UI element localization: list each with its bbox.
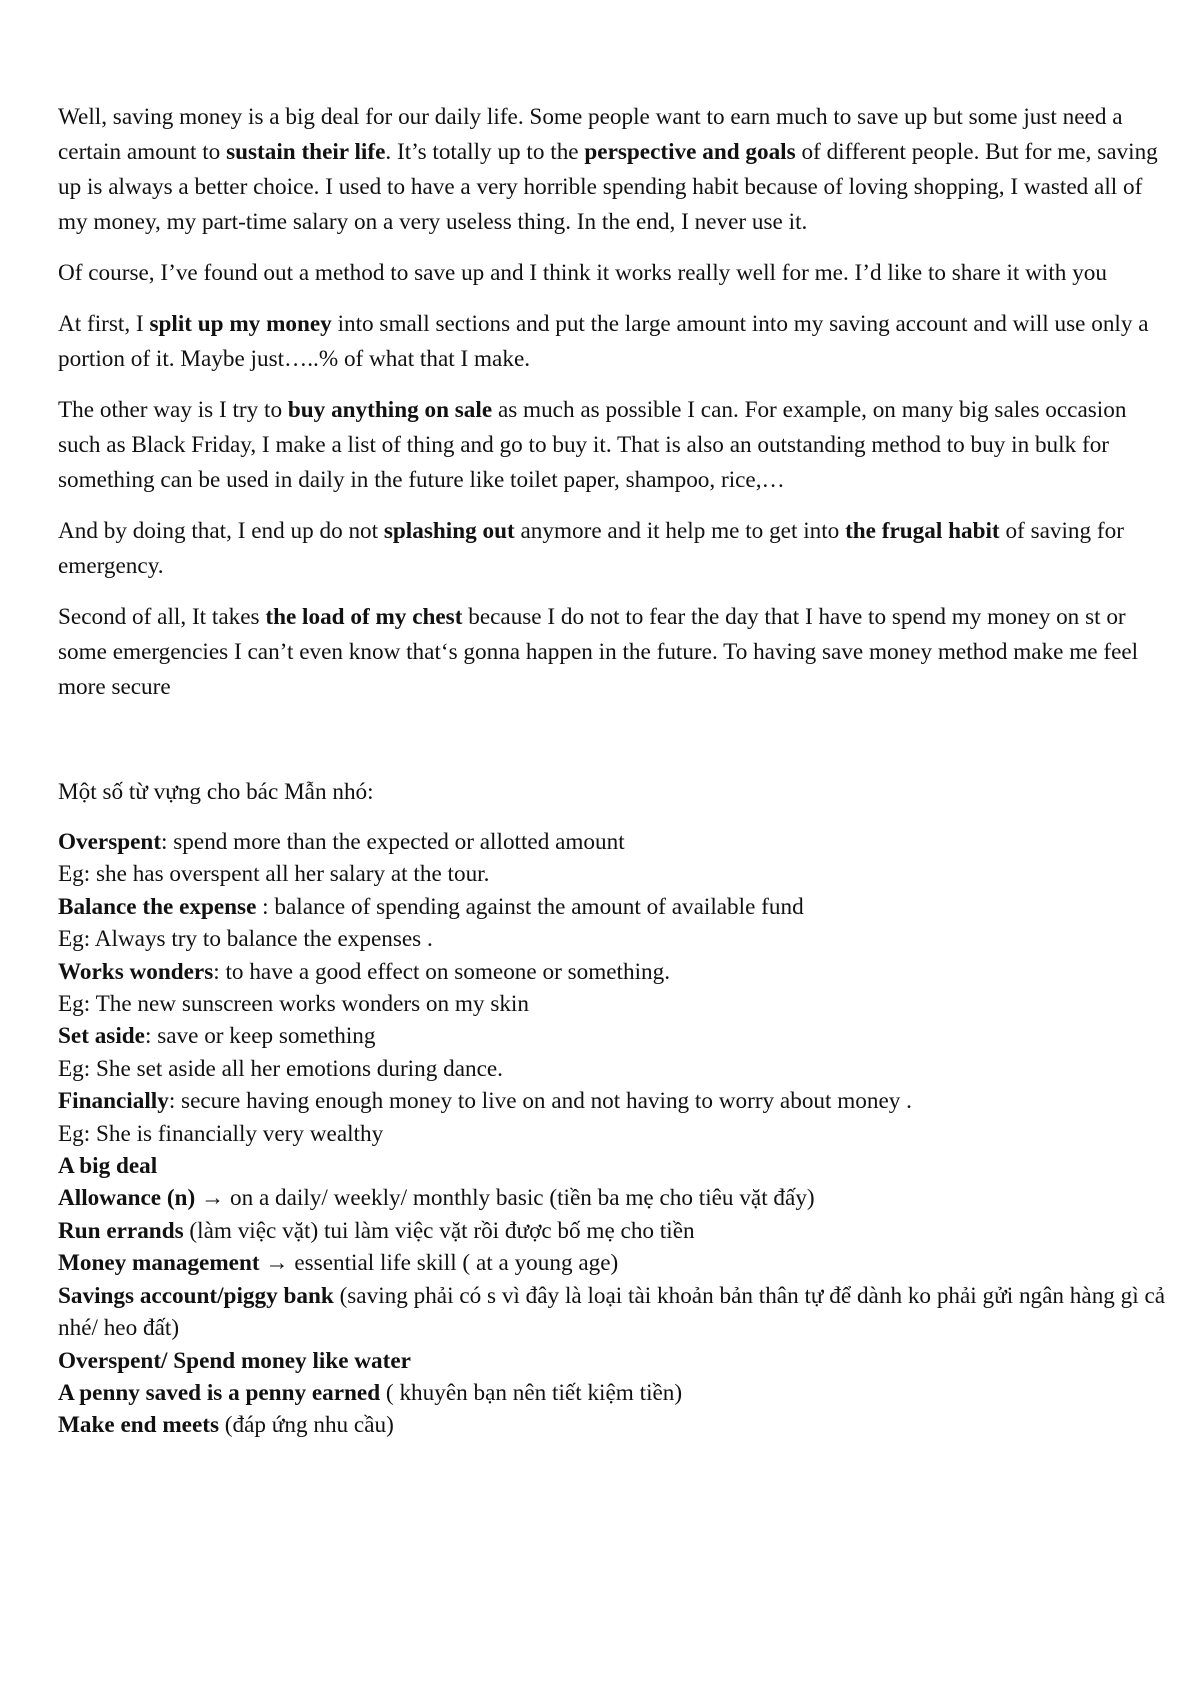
text-run: : to have a good effect on someone or something. xyxy=(213,958,671,985)
bold-term: Make end meets xyxy=(58,1412,219,1439)
bold-term: perspective and goals xyxy=(584,139,796,165)
text-run: Eg: Always try to balance the expenses . xyxy=(58,926,433,953)
vocab-line xyxy=(58,1345,1170,1377)
bold-term: Savings account/piggy bank xyxy=(58,1282,334,1309)
bold-term: Set aside xyxy=(58,1023,145,1050)
text-run: → on a daily/ weekly/ monthly basic (tiền ba mẹ cho tiêu vặt đấy) xyxy=(195,1185,815,1212)
text-run: of saving for emergency. xyxy=(58,518,1124,579)
vocab-heading: Một số từ vựng cho bác Mẫn nhó: xyxy=(58,779,374,805)
text-run: Well, saving money is a big deal for our daily life. Some people want to earn much to save up but some just need a certain amount to xyxy=(58,104,1123,165)
text-run: as much as possible I can. For example, on many big sales occasion such as Black Friday, I make a list of thing and go to buy it. That is also an outstanding method to buy in bulk for something can be used in daily in the future like toilet paper, shampoo, rice,… xyxy=(58,397,1127,493)
bold-term: Works wonders xyxy=(58,958,214,985)
vocab-line xyxy=(58,891,1170,923)
vocab-line xyxy=(58,1085,1170,1117)
vocab-line xyxy=(58,923,1170,955)
vocab-line xyxy=(58,988,1170,1020)
text-run: → essential life skill ( at a young age) xyxy=(259,1250,619,1277)
bold-term: the frugal habit xyxy=(845,518,1000,544)
text-run: into small sections and put the large amount into my saving account and will use only a portion of it. Maybe just…..% of what that I make. xyxy=(58,311,1149,372)
bold-term: buy anything on sale xyxy=(287,397,493,423)
vocab-line xyxy=(58,1150,1170,1182)
essay-paragraph xyxy=(58,100,1170,240)
essay-paragraph xyxy=(58,256,1170,291)
text-run: (saving phải có s vì đây là loại tài khoản bản thân tự để dành ko phải gửi ngân hàng gì cả nhé/ heo đất) xyxy=(58,1282,1166,1342)
text-run: anymore and it help me to get into xyxy=(514,518,846,544)
vocab-line xyxy=(58,1280,1170,1345)
bold-term: Overspent xyxy=(58,829,162,855)
essay-paragraph xyxy=(58,514,1170,584)
vocab-line xyxy=(58,1020,1170,1052)
vocab-line xyxy=(58,858,1170,890)
text-run: Second of all, It takes xyxy=(58,604,266,630)
bold-term: split up my money xyxy=(149,311,332,337)
text-run: . It’s totally up to the xyxy=(385,139,585,165)
text-run: : balance of spending against the amount of available fund xyxy=(256,893,804,920)
text-run: Eg: The new sunscreen works wonders on my skin xyxy=(58,991,529,1018)
text-run: And by doing that, I end up do not xyxy=(58,518,384,544)
essay-paragraph xyxy=(58,393,1170,498)
bold-term: Balance the expense xyxy=(58,893,257,920)
document-page xyxy=(58,100,1170,1442)
text-run: (làm việc vặt) tui làm việc vặt rồi được bố mẹ cho tiền xyxy=(183,1217,695,1244)
text-run: of different people. But for me, saving up is always a better choice. I used to have a very horrible spending habit because of loving shopping, I wasted all of my money, my part-time salary on a very useless thing. In the end, I never use it. xyxy=(58,139,1158,235)
bold-term: Overspent/ Spend money like water xyxy=(58,1347,411,1374)
bold-term: splashing out xyxy=(383,518,515,544)
bold-term: sustain their life xyxy=(226,139,386,165)
essay-paragraph xyxy=(58,600,1170,705)
bold-term: Financially xyxy=(58,1088,169,1115)
bold-term: Money management xyxy=(58,1250,260,1277)
vocab-line xyxy=(58,826,1170,858)
text-run: : secure having enough money to live on and not having to worry about money . xyxy=(168,1088,912,1115)
text-run: : spend more than the expected or allotted amount xyxy=(161,829,625,855)
vocab-line xyxy=(58,956,1170,988)
text-run: Of course, I’ve found out a method to save up and I think it works really well for me. I’d like to share it with you xyxy=(58,260,1107,286)
vocab-list xyxy=(58,826,1170,1442)
text-run: (đáp ứng nhu cầu) xyxy=(219,1412,394,1439)
text-run: : save or keep something xyxy=(144,1023,376,1050)
vocab-line xyxy=(58,1053,1170,1085)
bold-term: Run errands xyxy=(58,1217,184,1244)
essay-paragraph xyxy=(58,307,1170,377)
essay-body xyxy=(58,100,1170,705)
text-run: Eg: She set aside all her emotions during dance. xyxy=(58,1055,503,1082)
bold-term: A big deal xyxy=(58,1153,158,1180)
vocab-line xyxy=(58,1377,1170,1409)
bold-term: A penny saved is a penny earned xyxy=(58,1379,381,1406)
text-run: Eg: she has overspent all her salary at the tour. xyxy=(58,861,490,888)
text-run: The other way is I try to xyxy=(58,397,288,423)
vocab-line xyxy=(58,1215,1170,1247)
vocab-line xyxy=(58,1409,1170,1441)
vocab-line xyxy=(58,1118,1170,1150)
text-run: because I do not to fear the day that I have to spend my money on st or some emergencies I can’t even know that‘s gonna happen in the future. To having save money method make me feel more secure xyxy=(58,604,1139,700)
vocab-line xyxy=(58,1247,1170,1279)
vocab-line xyxy=(58,1182,1170,1214)
bold-term: the load of my chest xyxy=(265,604,463,630)
text-run: ( khuyên bạn nên tiết kiệm tiền) xyxy=(380,1379,683,1406)
bold-term: Allowance (n) xyxy=(58,1185,196,1212)
text-run: Eg: She is financially very wealthy xyxy=(58,1120,384,1147)
text-run: At first, I xyxy=(58,311,150,337)
